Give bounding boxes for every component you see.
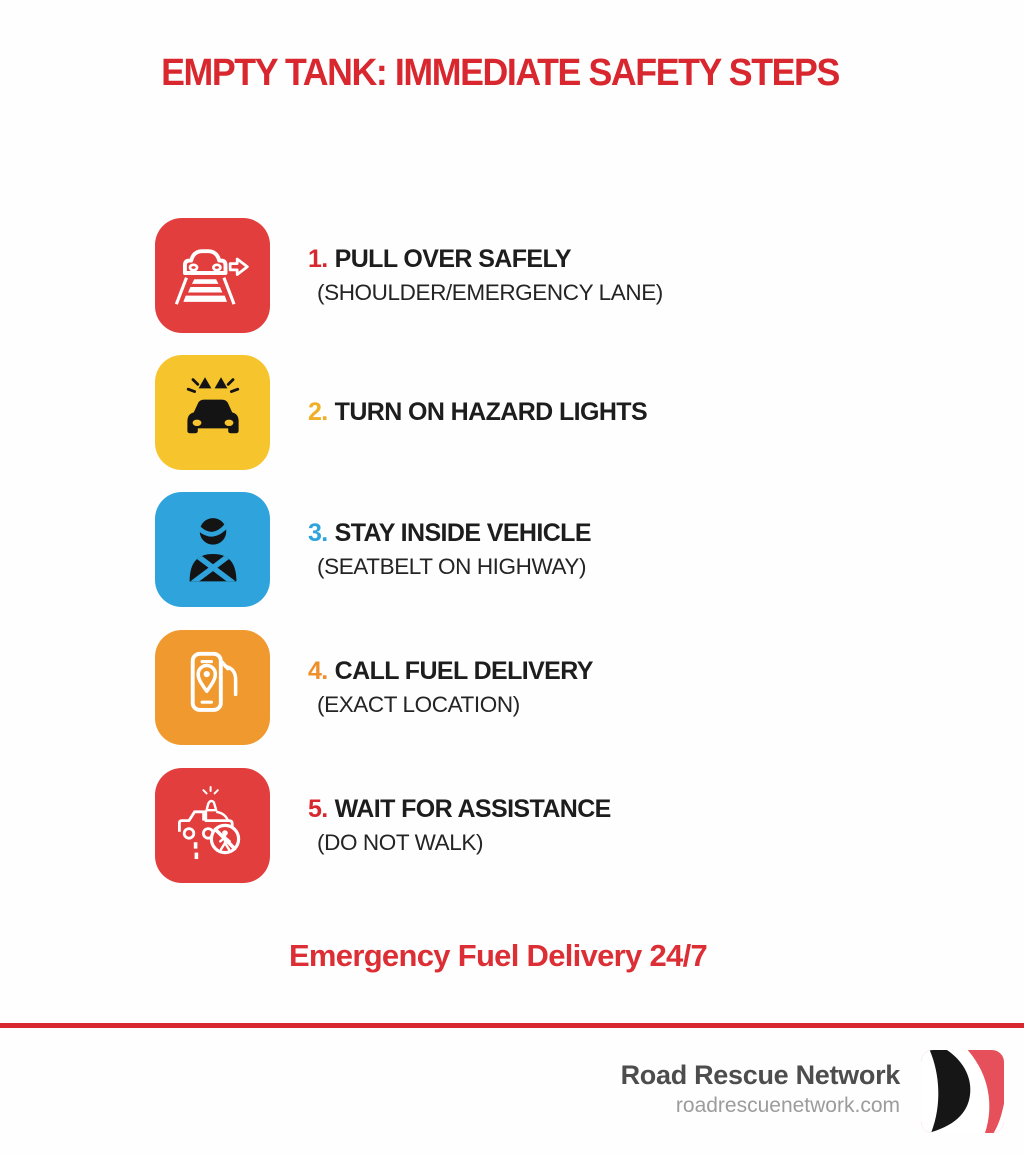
step-row-2 [155, 355, 647, 470]
step-3-text [308, 519, 591, 580]
step-3-number: 3. [308, 519, 328, 547]
step-5-badge [155, 768, 270, 883]
step-4-title: 4. CALL FUEL DELIVERY [308, 657, 593, 685]
step-1-text [308, 245, 663, 306]
divider-line [0, 1023, 1024, 1028]
step-2-badge [155, 355, 270, 470]
step-1-title: 1. PULL OVER SAFELY [308, 245, 571, 273]
step-1-badge [155, 218, 270, 333]
step-5-title: 5. WAIT FOR ASSISTANCE [308, 795, 611, 823]
step-3-subtitle: (SEATBELT ON HIGHWAY) [317, 554, 587, 579]
brand-name: Road Rescue Network [620, 1060, 900, 1090]
tagline: Emergency Fuel Delivery 24/7 [288, 938, 708, 973]
seatbelt-person-icon [174, 508, 252, 591]
step-3-title: 3. STAY INSIDE VEHICLE [308, 519, 591, 547]
step-4-subtitle: (EXACT LOCATION) [317, 692, 520, 717]
brand-website: roadrescuenetwork.com [675, 1094, 900, 1117]
step-4-badge [155, 630, 270, 745]
page-title: EMPTY TANK: IMMEDIATE SAFETY STEPS [161, 52, 839, 94]
tow-truck-no-walk-icon [173, 783, 253, 868]
step-2-title: 2. TURN ON HAZARD LIGHTS [308, 398, 648, 426]
step-row-4 [155, 630, 593, 745]
step-4-number: 4. [308, 657, 328, 685]
step-5-subtitle: (DO NOT WALK) [317, 830, 484, 855]
step-5-text [308, 795, 611, 856]
step-1-subtitle: (SHOULDER/EMERGENCY LANE) [317, 280, 663, 305]
road-rescue-network-logo-icon [921, 1050, 1004, 1133]
step-5-number: 5. [308, 795, 328, 823]
step-row-1 [155, 218, 663, 333]
footer [621, 1060, 900, 1118]
step-row-3 [155, 492, 591, 607]
step-2-text [308, 398, 647, 427]
step-row-5 [155, 768, 611, 883]
hazard-lights-car-icon [173, 370, 253, 455]
phone-location-fuel-icon [174, 646, 252, 729]
step-1-number: 1. [308, 245, 328, 273]
step-3-badge [155, 492, 270, 607]
car-pull-over-icon [174, 234, 252, 317]
step-4-text [308, 657, 593, 718]
step-2-number: 2. [308, 398, 328, 426]
